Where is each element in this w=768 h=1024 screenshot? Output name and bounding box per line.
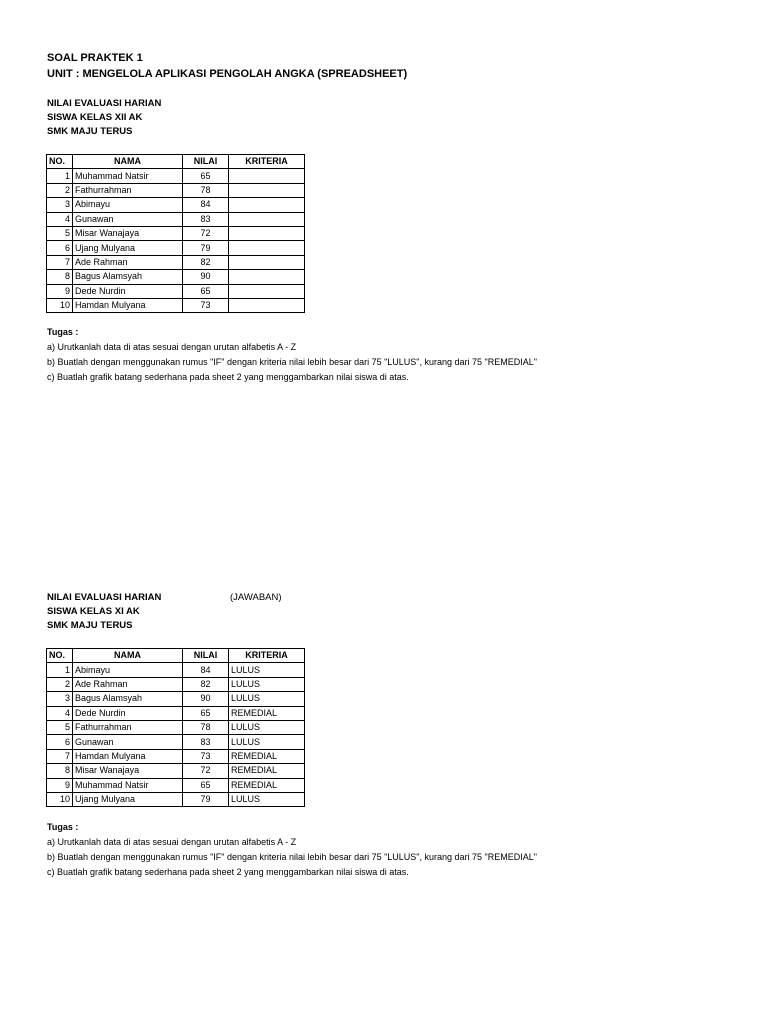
table-row: [47, 298, 305, 312]
cell-kriteria: [229, 183, 305, 197]
cell-nama: Fathurrahman: [73, 720, 183, 734]
cell-kriteria: LULUS: [229, 792, 305, 806]
cell-nilai: 84: [183, 198, 229, 212]
cell-kriteria: [229, 198, 305, 212]
column-header-no: NO.: [47, 649, 73, 663]
cell-nama: Muhammad Natsir: [73, 778, 183, 792]
section2-heading: [47, 591, 282, 633]
cell-nilai: 65: [183, 778, 229, 792]
cell-kriteria: [229, 298, 305, 312]
cell-nama: Bagus Alamsyah: [73, 270, 183, 284]
task-b: b) Buatlah dengan menggunakan rumus "IF" dengan kriteria nilai lebih besar dari 75 "LULUS", kurang dari 75 "REMEDIAL": [47, 357, 537, 367]
table-row: [47, 226, 305, 240]
cell-nilai: 79: [183, 792, 229, 806]
column-header-nama: NAMA: [73, 155, 183, 169]
grades-table-answers: [46, 648, 305, 807]
cell-no: 6: [47, 241, 73, 255]
cell-nama: Misar Wanajaya: [73, 226, 183, 240]
column-header-nilai: NILAI: [183, 155, 229, 169]
cell-nama: Misar Wanajaya: [73, 764, 183, 778]
table-row: [47, 764, 305, 778]
section2-heading-line3: SMK MAJU TERUS: [47, 620, 133, 631]
table-row: [47, 792, 305, 806]
cell-no: 8: [47, 764, 73, 778]
task-b: b) Buatlah dengan menggunakan rumus "IF" dengan kriteria nilai lebih besar dari 75 "LULUS", kurang dari 75 "REMEDIAL": [47, 852, 537, 862]
cell-nilai: 78: [183, 720, 229, 734]
cell-no: 5: [47, 226, 73, 240]
tasks-title: Tugas :: [47, 822, 79, 832]
cell-kriteria: REMEDIAL: [229, 706, 305, 720]
cell-nama: Gunawan: [73, 735, 183, 749]
cell-nilai: 78: [183, 183, 229, 197]
cell-nama: Fathurrahman: [73, 183, 183, 197]
column-header-kriteria: KRITERIA: [229, 649, 305, 663]
cell-kriteria: [229, 169, 305, 183]
cell-nilai: 84: [183, 663, 229, 677]
cell-nama: Muhammad Natsir: [73, 169, 183, 183]
cell-kriteria: REMEDIAL: [229, 778, 305, 792]
cell-nilai: 79: [183, 241, 229, 255]
cell-nilai: 72: [183, 226, 229, 240]
column-header-nilai: NILAI: [183, 649, 229, 663]
cell-kriteria: [229, 255, 305, 269]
task-c: c) Buatlah grafik batang sederhana pada sheet 2 yang menggambarkan nilai siswa di atas.: [47, 372, 409, 382]
task-c: c) Buatlah grafik batang sederhana pada sheet 2 yang menggambarkan nilai siswa di atas.: [47, 867, 409, 877]
cell-nilai: 65: [183, 169, 229, 183]
unit-title: UNIT : MENGELOLA APLIKASI PENGOLAH ANGKA (SPREADSHEET): [47, 68, 408, 80]
cell-nilai: 82: [183, 255, 229, 269]
cell-kriteria: [229, 226, 305, 240]
table-row: [47, 749, 305, 763]
cell-nama: Abimayu: [73, 198, 183, 212]
task-a: a) Urutkanlah data di atas sesuai dengan urutan alfabetis A - Z: [47, 837, 297, 847]
cell-nama: Ade Rahman: [73, 255, 183, 269]
cell-kriteria: [229, 270, 305, 284]
cell-no: 1: [47, 663, 73, 677]
cell-nilai: 73: [183, 749, 229, 763]
cell-no: 10: [47, 298, 73, 312]
cell-kriteria: REMEDIAL: [229, 764, 305, 778]
table-row: [47, 241, 305, 255]
section2-heading-line1-row: [47, 591, 282, 605]
section1-heading-line2: SISWA KELAS XII AK: [47, 112, 143, 123]
tasks-title: Tugas :: [47, 327, 79, 337]
cell-no: 10: [47, 792, 73, 806]
table-row: [47, 284, 305, 298]
section2-heading-line1: NILAI EVALUASI HARIAN: [47, 592, 162, 603]
cell-kriteria: LULUS: [229, 692, 305, 706]
column-header-kriteria: KRITERIA: [229, 155, 305, 169]
cell-nama: Dede Nurdin: [73, 706, 183, 720]
table-row: [47, 778, 305, 792]
cell-nama: Hamdan Mulyana: [73, 749, 183, 763]
jawaban-label: (JAWABAN): [230, 592, 282, 603]
table-row: [47, 735, 305, 749]
cell-no: 4: [47, 212, 73, 226]
cell-no: 9: [47, 284, 73, 298]
cell-kriteria: LULUS: [229, 720, 305, 734]
section1-heading-line3: SMK MAJU TERUS: [47, 126, 133, 137]
cell-kriteria: [229, 241, 305, 255]
cell-no: 3: [47, 198, 73, 212]
cell-nama: Abimayu: [73, 663, 183, 677]
section2-heading-line2: SISWA KELAS XI AK: [47, 606, 140, 617]
section1-tasks: [47, 325, 537, 385]
cell-no: 7: [47, 255, 73, 269]
table-row: [47, 706, 305, 720]
table-row: [47, 198, 305, 212]
table-row: [47, 270, 305, 284]
cell-no: 2: [47, 183, 73, 197]
cell-nilai: 72: [183, 764, 229, 778]
table-row: [47, 183, 305, 197]
cell-no: 1: [47, 169, 73, 183]
document-title: SOAL PRAKTEK 1: [47, 52, 143, 64]
cell-nilai: 65: [183, 706, 229, 720]
cell-nama: Ade Rahman: [73, 677, 183, 691]
table-row: [47, 212, 305, 226]
table-header-row: [47, 649, 305, 663]
cell-nilai: 83: [183, 212, 229, 226]
cell-no: 8: [47, 270, 73, 284]
table-row: [47, 692, 305, 706]
table-row: [47, 720, 305, 734]
cell-no: 9: [47, 778, 73, 792]
cell-nama: Gunawan: [73, 212, 183, 226]
table-row: [47, 677, 305, 691]
task-a: a) Urutkanlah data di atas sesuai dengan urutan alfabetis A - Z: [47, 342, 297, 352]
cell-no: 6: [47, 735, 73, 749]
table-row: [47, 255, 305, 269]
section1-heading: [47, 97, 161, 139]
cell-no: 7: [47, 749, 73, 763]
cell-nama: Dede Nurdin: [73, 284, 183, 298]
section2-tasks: [47, 820, 537, 880]
column-header-nama: NAMA: [73, 649, 183, 663]
cell-nilai: 65: [183, 284, 229, 298]
cell-nilai: 90: [183, 270, 229, 284]
cell-kriteria: LULUS: [229, 735, 305, 749]
section1-heading-line1: NILAI EVALUASI HARIAN: [47, 98, 162, 109]
cell-nama: Ujang Mulyana: [73, 241, 183, 255]
cell-no: 5: [47, 720, 73, 734]
cell-kriteria: LULUS: [229, 663, 305, 677]
grades-table-questions: [46, 154, 305, 313]
cell-no: 2: [47, 677, 73, 691]
cell-kriteria: REMEDIAL: [229, 749, 305, 763]
cell-nilai: 73: [183, 298, 229, 312]
column-header-no: NO.: [47, 155, 73, 169]
cell-kriteria: [229, 284, 305, 298]
cell-nilai: 82: [183, 677, 229, 691]
table-row: [47, 169, 305, 183]
cell-nilai: 90: [183, 692, 229, 706]
table-row: [47, 663, 305, 677]
cell-nilai: 83: [183, 735, 229, 749]
cell-nama: Bagus Alamsyah: [73, 692, 183, 706]
table-header-row: [47, 155, 305, 169]
cell-kriteria: LULUS: [229, 677, 305, 691]
cell-nama: Ujang Mulyana: [73, 792, 183, 806]
cell-kriteria: [229, 212, 305, 226]
cell-no: 3: [47, 692, 73, 706]
cell-nama: Hamdan Mulyana: [73, 298, 183, 312]
cell-no: 4: [47, 706, 73, 720]
